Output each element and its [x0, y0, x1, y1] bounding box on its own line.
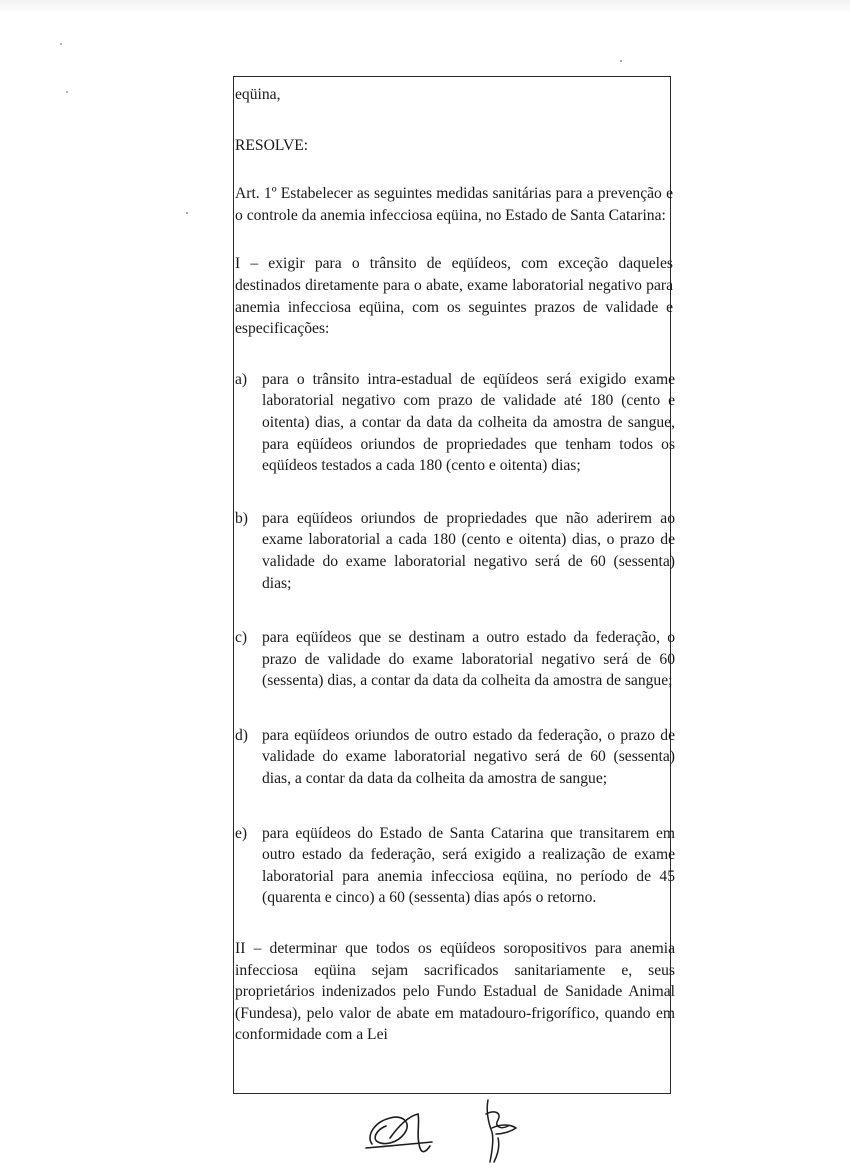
scan-speck: [66, 91, 68, 93]
scan-top-shade: [0, 0, 850, 14]
item-marker: b): [235, 509, 248, 527]
inciso-i: I – exigir para o trânsito de eqüídeos, com exceção daqueles destinados diretamente para o abate, exame laboratorial negativo para anemia infecciosa eqüina, com os seguintes prazos de validade e especificações:: [235, 255, 673, 338]
item-marker: a): [235, 370, 248, 388]
item-text: para eqüídeos do Estado de Santa Catarina que transitarem em outro estado da federação, será exigido a realização de exame laboratorial para anemia infecciosa eqüina, no período de 45 (quarenta e cinco) a 60 (sessenta) dias após o retorno.: [262, 824, 675, 907]
resolve-heading: RESOLVE:: [235, 136, 309, 154]
item-text: para eqüídeos que se destinam a outro estado da federação, o prazo de validade do exame laboratorial negativo será de 60 (sessenta) dias, a contar da data da colheita da amostra de sangue;: [262, 629, 675, 690]
item-marker: d): [235, 726, 248, 744]
scan-speck: [60, 43, 62, 45]
list-item: [235, 369, 675, 477]
item-text: para eqüídeos oriundos de propriedades que não aderirem ao exame laboratorial a cada 180 (cento e oitenta) dias, o prazo de validade do exame laboratorial negativo será de 60 (sessenta) dias;: [262, 509, 675, 592]
list-item: [235, 508, 675, 594]
inciso-ii: II – determinar que todos os eqüídeos soropositivos para anemia infecciosa eqüina sejam sacrificados sanitariamente e, seus proprietários indenizados pelo Fundo Estadual de Sanidade Animal (Fundesa), pelo valor de abate em matadouro-frigorífico, quando em conformidade com a Lei: [235, 940, 675, 1044]
scan-speck: [620, 60, 622, 62]
signatures: [360, 1092, 540, 1164]
item-text: para eqüídeos oriundos de outro estado da federação, o prazo de validade do exame laboratorial negativo será de 60 (sessenta) dias, a contar da data da colheita da amostra de sangue;: [262, 726, 675, 788]
document-body: [235, 84, 675, 1046]
scan-speck: [186, 212, 188, 214]
list-item: [235, 627, 675, 692]
article-1: Art. 1º Estabelecer as seguintes medidas sanitárias para a prevenção e o controle da anemia infecciosa eqüina, no Estado de Santa Catarina:: [235, 185, 673, 224]
item-marker: e): [235, 824, 248, 842]
signature-left: [366, 1114, 432, 1152]
item-text: para o trânsito intra-estadual de eqüídeos será exigido exame laboratorial negativo com prazo de validade até 180 (cento e oitenta) dias, a contar da data da colheita da amostra de sangue, para eqüídeos oriundos de propriedades que tenham todos os eqüídeos testados a cada 180 (cento e oitenta) dias;: [262, 370, 675, 475]
list-item: [235, 823, 675, 909]
signature-right: [486, 1100, 516, 1162]
opening-fragment: eqüina,: [235, 86, 281, 103]
item-marker: c): [235, 629, 248, 647]
list-item: [235, 725, 675, 790]
